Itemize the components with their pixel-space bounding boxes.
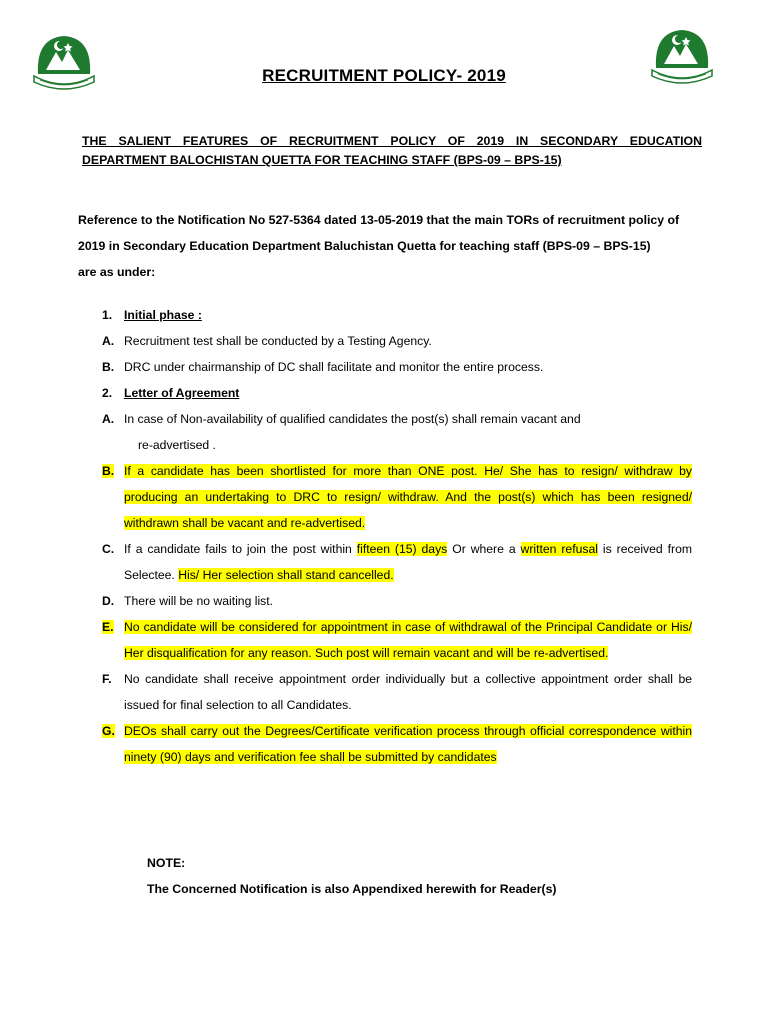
- note-block: [147, 850, 557, 902]
- section-letter-of-agreement: [102, 380, 692, 406]
- item-text: No candidate shall receive appointment order individually but a collective appointment order shall be issued for final selection to all Candidates.: [124, 672, 692, 712]
- item-marker: B.: [102, 360, 115, 374]
- list-item-2d: [102, 588, 692, 614]
- highlighted-text: If a candidate has been shortlisted for more than ONE post. He/ She has to resign/ withdraw by producing an undertaking to DRC to resign/ withdraw. And the post(s) which has been resigned/ withdrawn shall be vacant and re-advertised.: [124, 464, 692, 530]
- section-number: 2.: [102, 386, 113, 400]
- note-label: NOTE:: [147, 856, 186, 870]
- highlighted-text-1: fifteen (15) days: [356, 542, 448, 556]
- item-text: [124, 458, 692, 536]
- item-marker: F.: [102, 672, 112, 686]
- list-item-1a: [102, 328, 692, 354]
- text-part-1: If a candidate fails to join the post within: [124, 542, 357, 556]
- highlighted-text: DEOs shall carry out the Degrees/Certificate verification process through official correspondence within ninety (90) days and verification fee shall be submitted by candidates: [124, 724, 692, 764]
- section-number: 1.: [102, 308, 113, 322]
- item-text: [124, 614, 692, 666]
- item-text: DRC under chairmanship of DC shall facilitate and monitor the entire process.: [124, 360, 544, 374]
- list-item-2c: [102, 536, 692, 588]
- item-marker: [102, 614, 122, 640]
- item-marker: [102, 458, 122, 484]
- list-item-2a: [102, 406, 692, 458]
- item-marker-label: G.: [102, 724, 115, 738]
- list-item-1b: [102, 354, 692, 380]
- list-item-2e: [102, 614, 692, 666]
- item-text: There will be no waiting list.: [124, 594, 274, 608]
- list-item-2f: [102, 666, 692, 718]
- item-marker-label: E.: [102, 620, 114, 634]
- intro-line-3: are as under:: [78, 265, 156, 279]
- item-marker: D.: [102, 594, 115, 608]
- item-marker-label: B.: [102, 464, 115, 478]
- document-subtitle: THE SALIENT FEATURES OF RECRUITMENT POLICY OF 2019 IN SECONDARY EDUCATION DEPARTMENT BALOCHISTAN QUETTA FOR TEACHING STAFF (BPS-09 – BPS-15): [82, 134, 702, 167]
- item-marker: [102, 718, 122, 744]
- highlighted-text: No candidate will be considered for appointment in case of withdrawal of the Principal Candidate or His/ Her disqualification for any reason: [124, 620, 692, 660]
- note-text: The Concerned Notification is also Appendixed herewith for Reader(s): [147, 882, 557, 896]
- text-part-3: is received from Selectee.: [124, 542, 693, 582]
- list-item-2b: [102, 458, 692, 536]
- item-text: [124, 406, 692, 458]
- section-heading: Initial phase :: [124, 308, 202, 322]
- highlighted-text-3: His/ Her selection shall stand cancelled.: [178, 568, 394, 582]
- item-text-line-2: re-advertised .: [138, 438, 216, 452]
- list-item-2g: [102, 718, 692, 770]
- item-marker: A.: [102, 334, 115, 348]
- intro-line-2: 2019 in Secondary Education Department Baluchistan Quetta for teaching staff (BPS-09 – BPS-15): [78, 239, 651, 253]
- section-heading: Letter of Agreement: [124, 386, 240, 400]
- intro-line-1: Reference to the Notification No 527-5364 dated 13-05-2019 that the main TORs of recruitment policy of: [78, 213, 680, 227]
- item-text-line-1: In case of Non-availability of qualified candidates the post(s) shall remain vacant and: [124, 412, 581, 426]
- intro-paragraph: [78, 207, 690, 285]
- highlighted-text-2: written refusal: [520, 542, 598, 556]
- item-marker: C.: [102, 542, 115, 556]
- text-part-2: Or where a: [447, 542, 521, 556]
- item-marker: A.: [102, 412, 115, 426]
- item-text: [124, 718, 692, 770]
- item-text: [124, 536, 692, 588]
- document-title: RECRUITMENT POLICY- 2019: [262, 66, 506, 85]
- text-part-1: . Such post will remain vacant and will be re-advertised.: [308, 646, 609, 660]
- section-initial-phase: [102, 302, 692, 328]
- item-text: Recruitment test shall be conducted by a Testing Agency.: [124, 334, 432, 348]
